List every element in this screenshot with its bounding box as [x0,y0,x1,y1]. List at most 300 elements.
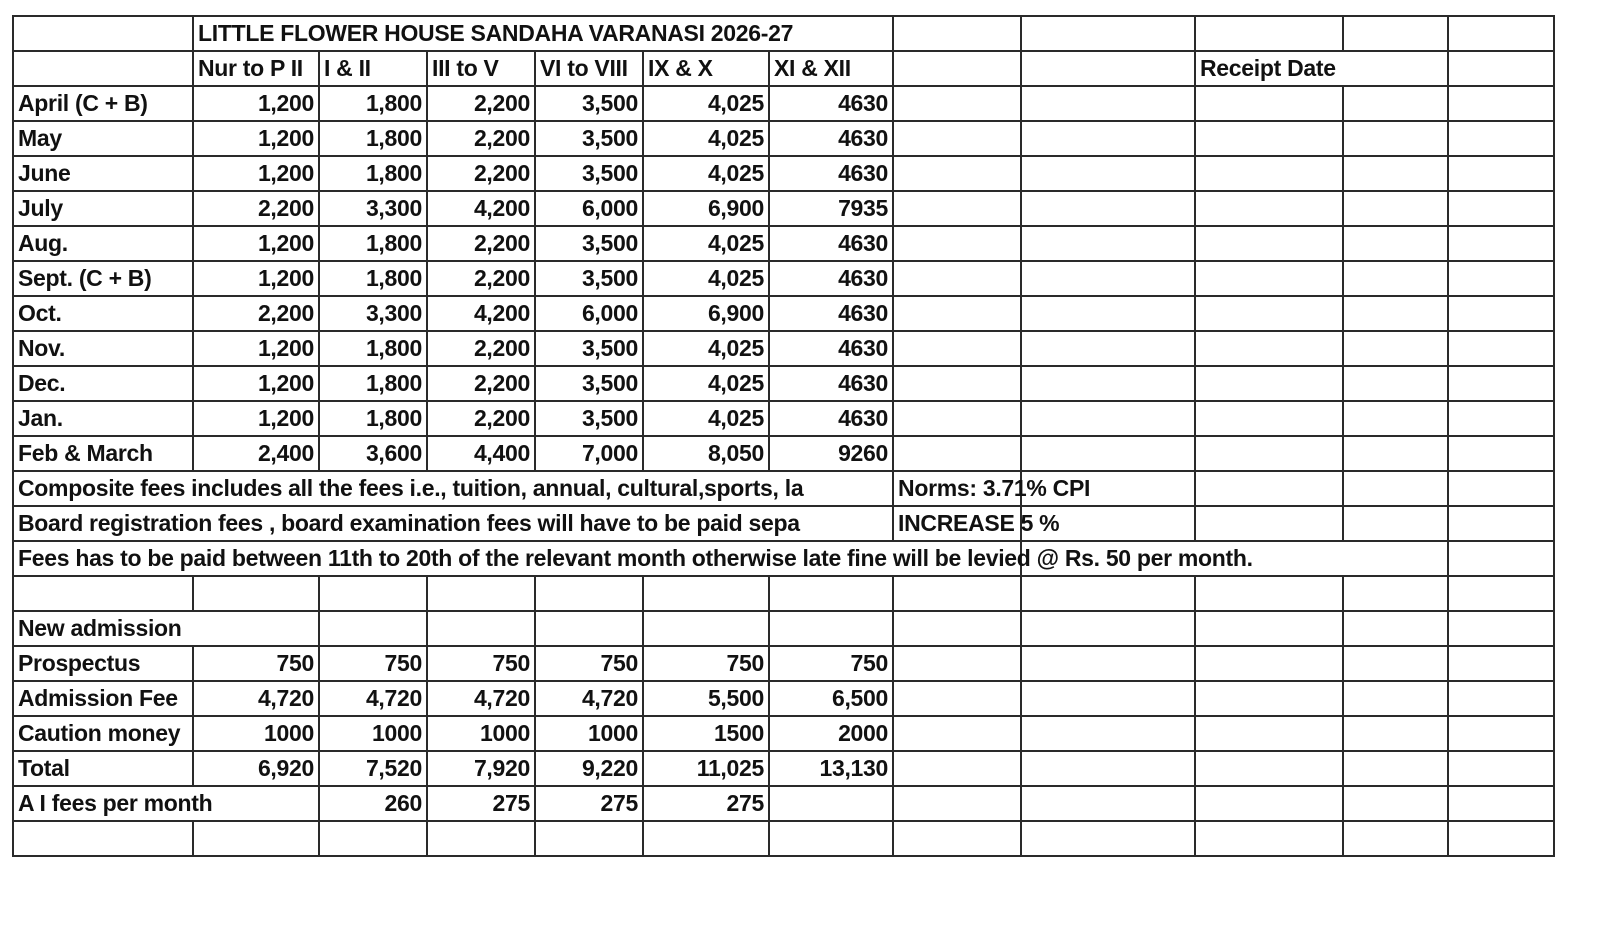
fee-value[interactable]: 4,025 [643,156,769,191]
empty-cell[interactable] [319,611,427,646]
column-header[interactable]: I & II [319,51,427,86]
empty-cell[interactable] [1195,436,1343,471]
empty-cell[interactable] [1195,86,1343,121]
empty-cell[interactable] [1195,331,1343,366]
fee-value[interactable]: 2,200 [193,296,319,331]
admission-label[interactable]: Admission Fee [13,681,193,716]
empty-cell[interactable] [643,611,769,646]
fee-value[interactable]: 1,800 [319,121,427,156]
empty-cell[interactable] [893,331,1021,366]
column-header[interactable]: III to V [427,51,535,86]
empty-cell[interactable] [1343,121,1448,156]
month-label[interactable]: June [13,156,193,191]
empty-cell[interactable] [893,121,1021,156]
admission-value[interactable]: 1000 [193,716,319,751]
admission-row [13,681,1021,716]
empty-cell[interactable] [643,821,769,856]
empty-cell[interactable] [1195,576,1343,611]
month-label[interactable]: Dec. [13,366,193,401]
fee-value[interactable]: 4630 [769,296,893,331]
fee-value[interactable]: 1,200 [193,226,319,261]
ai-fee-value[interactable]: 275 [427,786,535,821]
empty-cell[interactable] [1195,296,1343,331]
admission-row [13,716,1021,751]
fee-value[interactable]: 2,200 [427,226,535,261]
fee-value[interactable]: 2,200 [427,156,535,191]
empty-cell[interactable] [1448,296,1554,331]
empty-cell[interactable] [1021,751,1195,786]
month-label[interactable]: May [13,121,193,156]
receipt-row [1021,646,1554,681]
receipt-row [1021,576,1554,611]
empty-cell[interactable] [1195,821,1343,856]
admission-value[interactable]: 1000 [535,716,643,751]
empty-cell[interactable] [1021,296,1195,331]
late-fine-text: Fees has to be paid between 11th to 20th of the relevant month otherwise late fine will be levied @ Rs. 50 per month. [18,545,1253,571]
composite-note[interactable]: Composite fees includes all the fees i.e., tuition, annual, cultural,sports, la [13,471,893,506]
receipt-row [1021,751,1554,786]
receipt-date-header[interactable]: Receipt Date [1195,51,1448,86]
fee-value[interactable]: 1,800 [319,156,427,191]
fee-value[interactable]: 9260 [769,436,893,471]
receipt-row [1021,786,1554,821]
admission-value[interactable]: 2000 [769,716,893,751]
admission-value[interactable]: 1500 [643,716,769,751]
month-label[interactable]: Aug. [13,226,193,261]
fee-value[interactable]: 3,300 [319,296,427,331]
empty-cell[interactable] [769,821,893,856]
note-row-composite [13,471,1021,506]
empty-cell[interactable] [1021,401,1195,436]
empty-cell[interactable] [1021,121,1195,156]
fee-value[interactable]: 4630 [769,156,893,191]
fee-value[interactable]: 4630 [769,121,893,156]
month-row [13,156,1021,191]
page-title: LITTLE FLOWER HOUSE SANDAHA VARANASI 2026-27 [193,16,893,51]
empty-cell[interactable] [1343,86,1448,121]
empty-cell[interactable] [1021,226,1195,261]
month-row [13,191,1021,226]
empty-cell[interactable] [1195,471,1343,506]
admission-value[interactable]: 13,130 [769,751,893,786]
admission-value[interactable]: 4,720 [193,681,319,716]
month-row [13,331,1021,366]
ai-fee-value[interactable]: 275 [535,786,643,821]
empty-cell[interactable] [893,191,1021,226]
empty-cell[interactable] [1343,611,1448,646]
empty-cell[interactable] [1343,646,1448,681]
empty-cell[interactable] [1021,366,1195,401]
fee-value[interactable]: 4,400 [427,436,535,471]
empty-cell[interactable] [1448,366,1554,401]
month-row [13,436,1021,471]
empty-cell[interactable] [893,716,1021,751]
empty-cell[interactable] [1195,156,1343,191]
fee-value[interactable]: 2,200 [427,261,535,296]
column-header[interactable]: IX & X [643,51,769,86]
empty-cell[interactable] [1195,751,1343,786]
norms-text: Norms: 3.71% CPI [898,475,1091,501]
admission-value[interactable]: 750 [769,646,893,681]
fee-value[interactable]: 6,000 [535,191,643,226]
admission-value[interactable]: 1000 [319,716,427,751]
column-header[interactable]: Nur to P II [193,51,319,86]
admission-value[interactable]: 750 [193,646,319,681]
empty-cell[interactable] [1021,786,1195,821]
empty-cell[interactable] [1448,226,1554,261]
month-row [13,401,1021,436]
empty-cell[interactable] [893,436,1021,471]
empty-cell[interactable] [535,576,643,611]
empty-cell[interactable] [1448,821,1554,856]
fee-value[interactable]: 1,200 [193,156,319,191]
empty-cell[interactable] [893,751,1021,786]
month-row [13,366,1021,401]
fee-value[interactable]: 3,500 [535,86,643,121]
admission-row [13,751,1021,786]
column-header[interactable]: VI to VIII [535,51,643,86]
fee-value[interactable]: 3,500 [535,121,643,156]
admission-value[interactable]: 750 [319,646,427,681]
norms-cell[interactable] [893,471,1091,506]
empty-cell[interactable] [1195,226,1343,261]
empty-cell[interactable] [1448,751,1554,786]
empty-cell[interactable] [1343,506,1448,541]
empty-cell[interactable] [893,16,1021,51]
blank-row [13,576,1021,611]
empty-cell[interactable] [427,611,535,646]
fee-value[interactable]: 1,200 [193,86,319,121]
fee-value[interactable]: 4,025 [643,261,769,296]
empty-cell[interactable] [1448,646,1554,681]
fee-value[interactable]: 1,200 [193,121,319,156]
new-admission-heading[interactable] [13,611,319,646]
empty-cell[interactable] [1343,156,1448,191]
admission-value[interactable]: 4,720 [535,681,643,716]
fee-value[interactable]: 4630 [769,226,893,261]
fee-value[interactable]: 7935 [769,191,893,226]
empty-cell[interactable] [1448,541,1554,576]
empty-cell[interactable] [1448,786,1554,821]
receipt-row [1021,261,1554,296]
empty-cell[interactable] [193,576,319,611]
empty-cell[interactable] [1021,16,1195,51]
header-row [13,51,1021,86]
empty-cell[interactable] [193,821,319,856]
admission-value[interactable]: 750 [427,646,535,681]
fee-value[interactable]: 1,200 [193,261,319,296]
fee-value[interactable]: 4630 [769,86,893,121]
fee-value[interactable]: 1,800 [319,366,427,401]
empty-cell[interactable] [1448,51,1554,86]
fee-value[interactable]: 3,500 [535,156,643,191]
empty-cell[interactable] [13,821,193,856]
empty-cell[interactable] [1448,156,1554,191]
admission-value[interactable]: 5,500 [643,681,769,716]
empty-cell[interactable] [427,821,535,856]
empty-cell[interactable] [1021,261,1195,296]
empty-cell[interactable] [1195,401,1343,436]
fee-value[interactable]: 3,500 [535,331,643,366]
increase-text: INCREASE 5 % [898,510,1060,536]
fee-value[interactable]: 4,025 [643,401,769,436]
empty-cell[interactable] [1343,296,1448,331]
empty-cell[interactable] [643,576,769,611]
fee-value[interactable]: 3,600 [319,436,427,471]
empty-cell[interactable] [1343,471,1448,506]
empty-cell[interactable] [1343,331,1448,366]
empty-cell[interactable] [893,296,1021,331]
fee-value[interactable]: 1,200 [193,401,319,436]
empty-cell[interactable] [535,821,643,856]
ai-fee-value[interactable]: 260 [319,786,427,821]
empty-cell[interactable] [1021,436,1195,471]
empty-cell[interactable] [1021,156,1195,191]
fee-value[interactable]: 3,500 [535,366,643,401]
fee-value[interactable]: 7,000 [535,436,643,471]
ai-fee-value[interactable]: 275 [643,786,769,821]
empty-cell[interactable] [1195,191,1343,226]
empty-cell[interactable] [319,576,427,611]
fee-value[interactable]: 4,025 [643,86,769,121]
empty-cell[interactable] [1021,576,1195,611]
admission-value[interactable]: 4,720 [319,681,427,716]
empty-cell[interactable] [1195,506,1343,541]
empty-cell[interactable] [1343,436,1448,471]
fee-value[interactable]: 6,000 [535,296,643,331]
fee-value[interactable]: 4630 [769,401,893,436]
admission-value[interactable]: 7,520 [319,751,427,786]
empty-cell[interactable] [1021,331,1195,366]
month-label[interactable]: Oct. [13,296,193,331]
fee-value[interactable]: 3,300 [319,191,427,226]
empty-cell[interactable] [1195,16,1343,51]
month-row [13,226,1021,261]
empty-cell[interactable] [1343,716,1448,751]
empty-cell[interactable] [893,611,1021,646]
month-label[interactable]: Feb & March [13,436,193,471]
fee-value[interactable]: 4630 [769,366,893,401]
empty-cell[interactable] [1343,576,1448,611]
empty-cell[interactable] [1448,681,1554,716]
fee-value[interactable]: 1,800 [319,86,427,121]
fee-value[interactable]: 2,200 [427,331,535,366]
ai-fees-row [13,786,1021,821]
empty-cell[interactable] [1448,191,1554,226]
fee-value[interactable]: 6,900 [643,191,769,226]
admission-label[interactable]: Prospectus [13,646,193,681]
month-label[interactable]: Sept. (C + B) [13,261,193,296]
receipt-row [1021,156,1554,191]
late-fine-note[interactable] [13,541,1253,576]
fee-value[interactable]: 3,500 [535,226,643,261]
fee-value[interactable]: 1,200 [193,366,319,401]
fee-value[interactable]: 4630 [769,331,893,366]
empty-cell[interactable] [1021,821,1195,856]
empty-cell[interactable] [1448,401,1554,436]
fee-value[interactable]: 2,200 [427,86,535,121]
fee-value[interactable]: 2,200 [427,401,535,436]
receipt-row [1021,436,1554,471]
receipt-row [1021,716,1554,751]
empty-cell[interactable] [1343,821,1448,856]
empty-cell[interactable] [1195,646,1343,681]
empty-cell[interactable] [1195,261,1343,296]
empty-cell[interactable] [1343,16,1448,51]
fee-structure-table [12,15,1253,857]
month-row [13,121,1021,156]
empty-cell[interactable] [893,366,1021,401]
empty-cell[interactable] [1195,716,1343,751]
month-label[interactable]: July [13,191,193,226]
fee-value[interactable]: 6,900 [643,296,769,331]
admission-value[interactable]: 9,220 [535,751,643,786]
empty-cell[interactable] [13,576,193,611]
empty-cell[interactable] [769,786,893,821]
empty-cell[interactable] [1021,681,1195,716]
empty-cell[interactable] [893,51,1021,86]
admission-row [13,646,1021,681]
month-label[interactable]: Jan. [13,401,193,436]
empty-cell[interactable] [893,401,1021,436]
fee-value[interactable]: 1,800 [319,331,427,366]
empty-cell[interactable] [1021,191,1195,226]
admission-value[interactable]: 750 [643,646,769,681]
empty-cell[interactable] [1343,751,1448,786]
empty-cell[interactable] [893,576,1021,611]
empty-cell[interactable] [13,16,193,51]
ai-fees-label[interactable]: A I fees per month [13,786,319,821]
empty-cell[interactable] [893,786,1021,821]
empty-cell[interactable] [319,821,427,856]
empty-cell[interactable] [1021,716,1195,751]
empty-cell[interactable] [427,576,535,611]
empty-cell[interactable] [1448,716,1554,751]
admission-label[interactable]: Caution money [13,716,193,751]
fee-value[interactable]: 4,025 [643,121,769,156]
empty-cell[interactable] [1343,401,1448,436]
fee-value[interactable]: 4,025 [643,226,769,261]
empty-cell[interactable] [769,576,893,611]
empty-cell[interactable] [893,681,1021,716]
board-note[interactable]: Board registration fees , board examination fees will have to be paid sepa [13,506,893,541]
empty-cell[interactable] [1343,226,1448,261]
empty-cell[interactable] [1448,506,1554,541]
month-label[interactable]: Nov. [13,331,193,366]
empty-cell[interactable] [1448,121,1554,156]
fee-value[interactable]: 1,200 [193,331,319,366]
empty-cell[interactable] [1343,191,1448,226]
fee-value[interactable]: 4,025 [643,366,769,401]
receipt-row [1021,821,1554,856]
fee-value[interactable]: 2,200 [427,121,535,156]
fee-value[interactable]: 4,200 [427,296,535,331]
receipt-row [1021,331,1554,366]
new-admission-text: New admission [18,615,182,641]
admission-value[interactable]: 750 [535,646,643,681]
fee-value[interactable]: 4630 [769,261,893,296]
fee-value[interactable]: 3,500 [535,261,643,296]
empty-cell[interactable] [1343,366,1448,401]
empty-cell[interactable] [1021,646,1195,681]
empty-cell[interactable] [893,646,1021,681]
admission-value[interactable]: 6,500 [769,681,893,716]
empty-cell[interactable] [1343,786,1448,821]
empty-cell[interactable] [1448,471,1554,506]
fee-value[interactable]: 8,050 [643,436,769,471]
empty-cell[interactable] [893,261,1021,296]
receipt-row [1021,191,1554,226]
empty-cell[interactable] [1021,51,1195,86]
blank-row [13,821,1021,856]
empty-cell[interactable] [1195,681,1343,716]
increase-cell[interactable] [893,506,1060,541]
receipt-table [1020,15,1555,857]
empty-cell[interactable] [1448,261,1554,296]
empty-cell[interactable] [1021,86,1195,121]
empty-cell[interactable] [769,611,893,646]
receipt-row [1021,506,1554,541]
receipt-row [1021,366,1554,401]
admission-value[interactable]: 6,920 [193,751,319,786]
empty-cell[interactable] [1021,611,1195,646]
empty-cell[interactable] [1448,86,1554,121]
empty-cell[interactable] [1195,611,1343,646]
empty-cell[interactable] [1343,681,1448,716]
empty-cell[interactable] [1195,786,1343,821]
admission-label[interactable]: Total [13,751,193,786]
month-label[interactable]: April (C + B) [13,86,193,121]
empty-cell[interactable] [893,86,1021,121]
fee-value[interactable]: 1,800 [319,261,427,296]
fee-value[interactable]: 2,400 [193,436,319,471]
receipt-row [1021,296,1554,331]
fee-value[interactable]: 4,200 [427,191,535,226]
admission-value[interactable]: 11,025 [643,751,769,786]
receipt-row [1021,86,1554,121]
receipt-row [1021,401,1554,436]
empty-cell[interactable] [1448,331,1554,366]
fee-value[interactable]: 3,500 [535,401,643,436]
fee-value[interactable]: 1,800 [319,226,427,261]
empty-cell[interactable] [1448,436,1554,471]
fee-value[interactable]: 2,200 [427,366,535,401]
empty-cell[interactable] [1195,121,1343,156]
new-admission-row [13,611,1021,646]
empty-cell[interactable] [893,156,1021,191]
note-row-late-fine [13,541,1021,576]
receipt-row [1021,471,1554,506]
month-row [13,261,1021,296]
admission-value[interactable]: 1000 [427,716,535,751]
empty-cell[interactable] [1448,576,1554,611]
fee-value[interactable]: 2,200 [193,191,319,226]
empty-cell[interactable] [1195,366,1343,401]
empty-cell[interactable] [893,226,1021,261]
fee-value[interactable]: 4,025 [643,331,769,366]
note-row-board [13,506,1021,541]
column-header[interactable]: XI & XII [769,51,893,86]
empty-cell[interactable] [893,821,1021,856]
empty-cell[interactable] [535,611,643,646]
fee-value[interactable]: 1,800 [319,401,427,436]
empty-cell[interactable] [1343,261,1448,296]
admission-value[interactable]: 4,720 [427,681,535,716]
empty-cell[interactable] [13,51,193,86]
admission-value[interactable]: 7,920 [427,751,535,786]
empty-cell[interactable] [1448,611,1554,646]
empty-cell[interactable] [1448,16,1554,51]
